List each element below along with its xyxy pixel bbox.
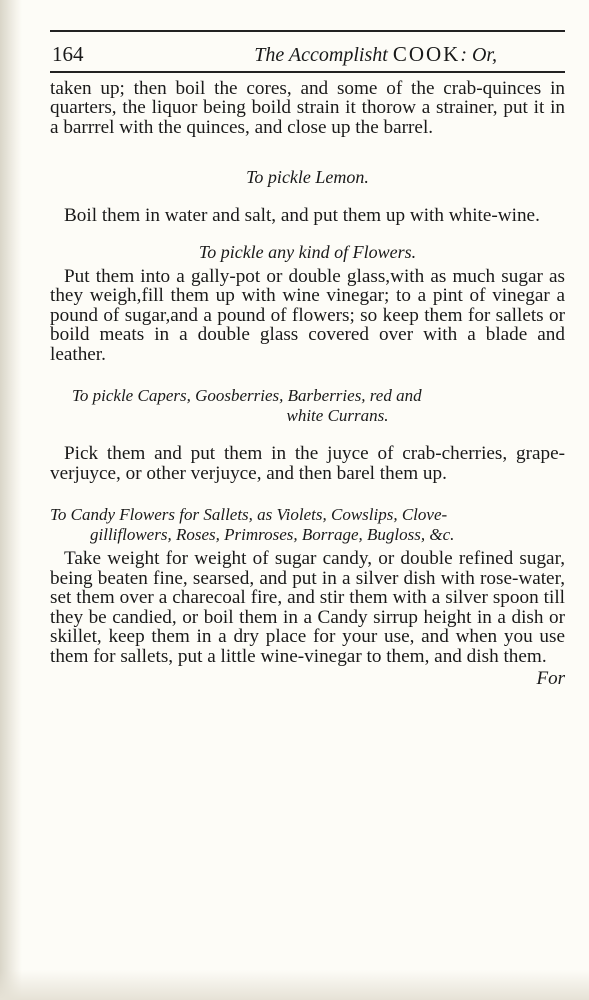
page-edge-shadow bbox=[0, 0, 22, 1000]
paragraph-pickle-flowers: Put them into a gally-pot or double glass,with as much sugar as they weigh,fill them up with wine vinegar; to a pint of vinegar a pound of sugar,and a pound of flowers; so keep them for sallets or boild meats in a double glass covered over with a blade and leather. bbox=[50, 265, 565, 365]
heading-pickle-capers-line1: To pickle Capers, Goosberries, Barberries, red and bbox=[72, 386, 422, 405]
page-number: 164 bbox=[52, 42, 84, 66]
heading-pickle-flowers: To pickle any kind of Flowers. bbox=[198, 241, 417, 262]
page-content bbox=[50, 30, 565, 690]
top-rule bbox=[50, 30, 565, 32]
running-title-italic: The Accomplisht bbox=[254, 44, 388, 66]
running-title bbox=[254, 42, 497, 67]
page-bottom-shadow bbox=[0, 970, 589, 1000]
heading-pickle-lemon: To pickle Lemon. bbox=[246, 167, 369, 187]
head-rule bbox=[50, 71, 565, 73]
paragraph-continuation: taken up; then boil the cores, and some of the crab-quinces in quarters, the liquor being boild strain it thorow a strainer, put it in a barrrel with the quinces, and close up the barrel. bbox=[50, 77, 565, 138]
paragraph-pickle-capers: Pick them and put them in the juyce of crab-cherries, grape-verjuyce, or other verjuyce, and then barel them up. bbox=[50, 443, 565, 484]
heading-candy-flowers-line1: To Candy Flowers for Sallets, as Violets, Cowslips, Clove- bbox=[50, 505, 448, 524]
heading-candy-flowers-line2: gilliflowers, Roses, Primroses, Borrage, Bugloss, &c. bbox=[90, 525, 455, 544]
paragraph-pickle-lemon: Boil them in water and salt, and put them up with white-wine. bbox=[64, 205, 540, 226]
catchword: For bbox=[536, 668, 565, 689]
running-head bbox=[50, 42, 565, 71]
running-title-caps: COOK bbox=[392, 42, 461, 66]
heading-pickle-capers-line2: white Currans. bbox=[286, 406, 389, 425]
running-title-tail: : Or, bbox=[460, 44, 497, 66]
paragraph-candy-flowers: Take weight for weight of sugar candy, or double refined sugar, being beaten fine, searsed, and put in a silver dish with rose-water, set them over a charecoal fire, and stir them with a silver spoon till they be candied, or boil them in a Candy sirrup height in a dish or skillet, keep them in a dry place for your use, and when you use them for sallets, put a little wine-vinegar to them, and dish them. bbox=[50, 548, 565, 667]
